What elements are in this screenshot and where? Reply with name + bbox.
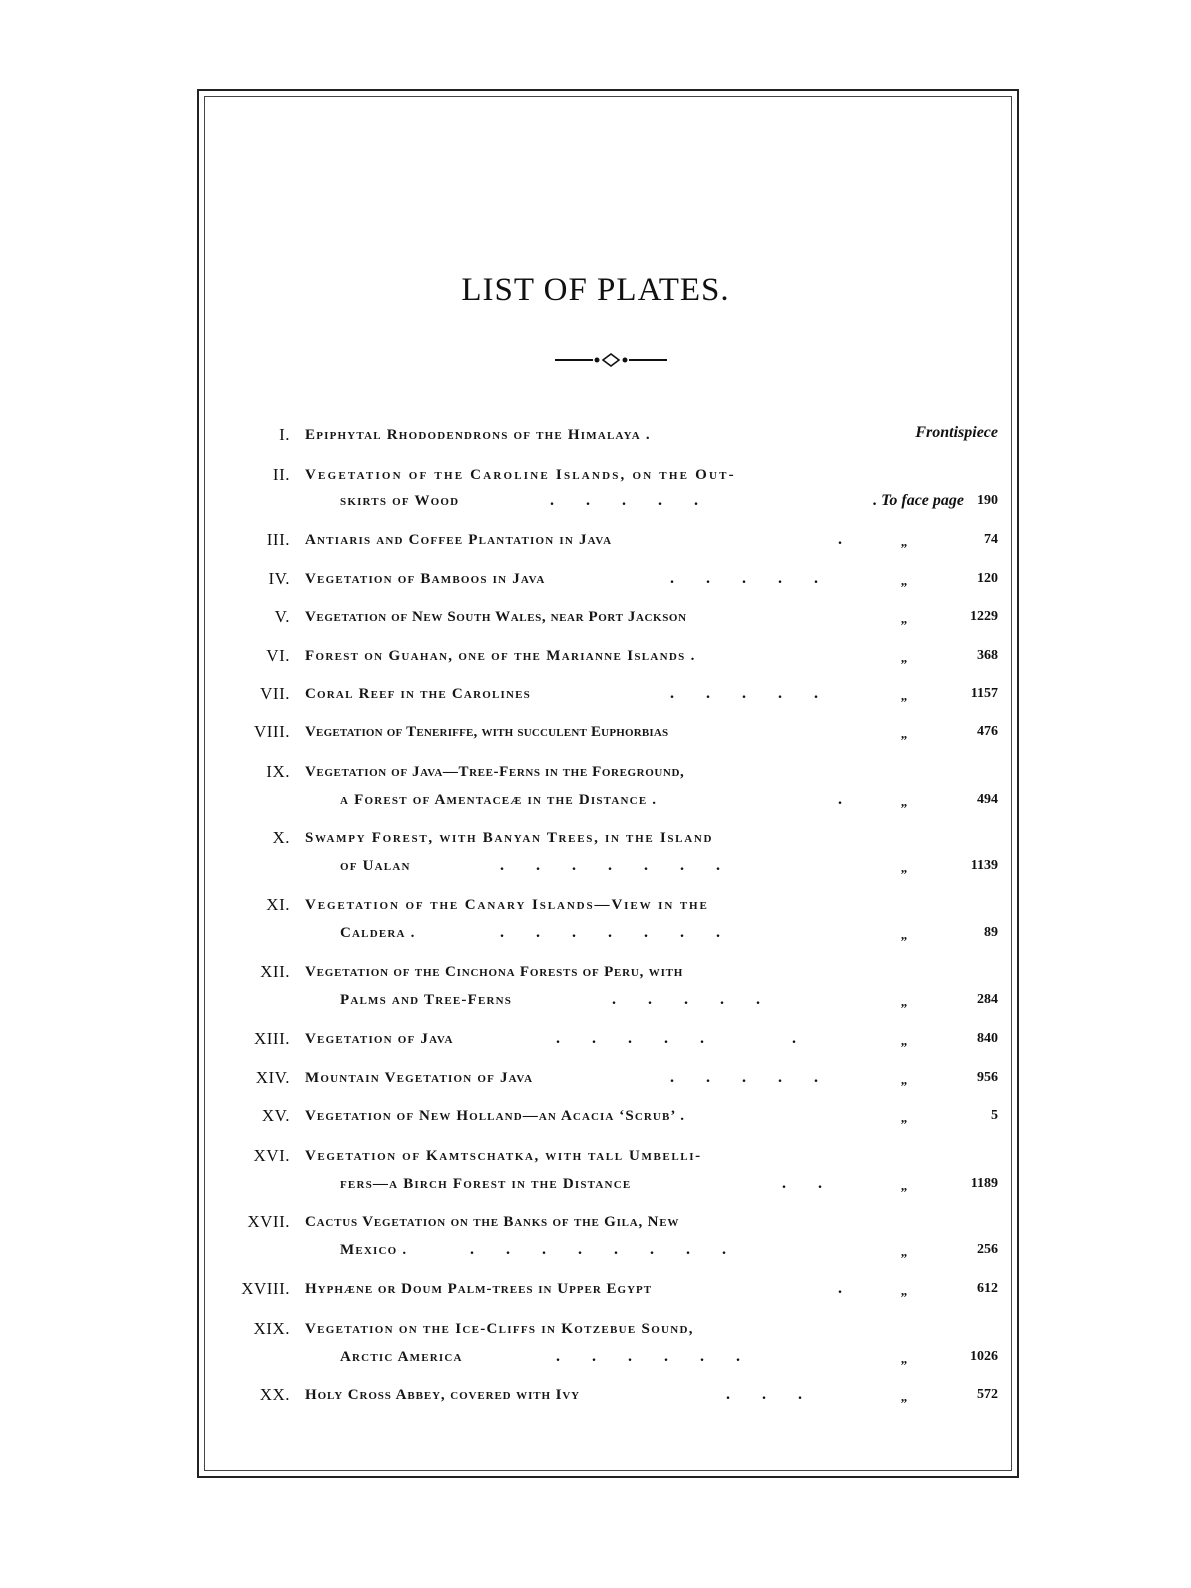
plate-numeral: VIII. [253,722,290,741]
dot-leader: . . . . . . . [500,924,720,941]
dot-leader: . . [782,1175,822,1192]
dot-leader: . . . . . [670,570,818,587]
ditto-mark: „ [900,573,908,588]
plate-title-line: Vegetation of New South Wales, near Port Jackson [305,609,687,625]
plate-title-line: Vegetation of Teneriffe, with succulent Euphorbias [305,724,669,740]
page-number: 89 [984,925,998,940]
plate-title-line: Vegetation on the Ice-Cliffs in Kotzebue Sound, [305,1321,694,1337]
dot-leader: . [838,1280,842,1297]
plate-title-line: Forest on Guahan, one of the Marianne Islands . [305,648,696,664]
ditto-mark: „ [900,1072,908,1087]
ditto-mark: „ [900,1244,908,1259]
plate-title-line: Antiaris and Coffee Plantation in Java [305,532,613,548]
plate-title-line: Mountain Vegetation of Java [305,1070,534,1086]
ditto-mark: „ [900,1389,908,1404]
page-number: 190 [977,493,998,508]
plate-numeral: XIX. [253,1319,290,1338]
page-number: 1026 [970,1349,998,1364]
ditto-mark: „ [900,1033,908,1048]
page-number: 612 [977,1281,998,1296]
plate-title-line: Swampy Forest, with Banyan Trees, in the Island [305,830,714,846]
dot-leader: . . . . . [612,991,760,1008]
page-number: 956 [977,1070,998,1085]
plate-title-line: Cactus Vegetation on the Banks of the Gila, New [305,1214,680,1230]
ditto-mark: „ [900,860,908,875]
plate-numeral: IX. [266,762,290,781]
plate-title-line: Hyphæne or Doum Palm-trees in Upper Egypt [305,1281,653,1297]
plate-title-line: skirts of Wood [340,493,460,509]
plate-numeral: XIII. [253,1029,290,1048]
plate-numeral: XIV. [255,1068,290,1087]
plate-title-line: Palms and Tree-Ferns [340,992,513,1008]
ditto-mark: „ [900,726,908,741]
page-number: 476 [977,724,998,739]
ditto-mark: „ [900,611,908,626]
dot-leader: . . . . . [670,685,818,702]
page-number: 5 [991,1108,998,1123]
plate-numeral: XII. [260,962,290,981]
plate-reference: . To face page [873,492,964,509]
dot-leader: . . . . . [550,492,698,509]
plate-title-line: Vegetation of the Canary Islands—View in the [305,897,709,913]
plate-numeral: III. [266,530,290,549]
ditto-mark: „ [900,688,908,703]
page-number: 368 [977,648,998,663]
page-title: LIST OF PLATES. [461,272,730,308]
dot-leader: . [838,791,842,808]
dot-leader: . . . . . . . . [470,1241,726,1258]
ditto-mark: „ [900,994,908,1009]
plate-numeral: V. [274,607,290,626]
plate-numeral: XVII. [247,1212,290,1231]
plate-numeral: X. [272,828,290,847]
dot-leader: . . . . . [670,1069,818,1086]
plate-title-line: Vegetation of Bamboos in Java [305,571,546,587]
page-number: 74 [984,532,998,547]
plate-numeral: XV. [261,1106,290,1125]
plate-numeral: XVI. [253,1146,290,1165]
plate-numeral: XVIII. [241,1279,290,1298]
ditto-mark: „ [900,1351,908,1366]
plate-title-line: Vegetation of New Holland—an Acacia ‘Scrub’ . [305,1108,686,1124]
plate-numeral: VI. [266,646,290,665]
ditto-mark: „ [900,1178,908,1193]
plate-numeral: XX. [259,1385,290,1404]
dot-leader: . . . . . . [556,1348,740,1365]
plate-reference: Frontispiece [915,424,998,441]
dot-leader: . [838,531,842,548]
plate-title-line: Coral Reef in the Carolines [305,686,531,702]
ditto-mark: „ [900,927,908,942]
plate-title-line: Vegetation of the Caroline Islands, on the Out- [305,467,736,483]
plate-numeral: VII. [260,684,290,703]
page-number: 840 [977,1031,998,1046]
dot-leader: . . . . . . [556,1030,796,1047]
ditto-mark: „ [900,794,908,809]
plate-title-line: of Ualan [340,858,411,874]
plate-numeral: IV. [268,569,290,588]
page-number: 284 [977,992,998,1007]
plate-numeral: I. [279,425,290,444]
plate-title-line: Vegetation of Java—Tree-Ferns in the Foreground, [305,764,685,780]
plate-title-line: Holy Cross Abbey, covered with Ivy [305,1387,581,1403]
plate-title-line: Vegetation of Kamtschatka, with tall Umbelli- [305,1148,702,1164]
ditto-mark: „ [900,1283,908,1298]
plate-title-line: Vegetation of Java [305,1031,454,1047]
plate-title-line: Arctic America [340,1349,463,1365]
page-number: 256 [977,1242,998,1257]
page-number: 1229 [970,609,998,624]
plate-title-line: Vegetation of the Cinchona Forests of Peru, with [305,964,684,980]
page-number: 572 [977,1387,998,1402]
page-number: 1139 [970,858,998,873]
dot-leader: . . . . . . . [500,857,720,874]
ditto-mark: „ [900,534,908,549]
plate-title-line: a Forest of Amentaceæ in the Distance . [340,792,658,808]
page-number: 1157 [970,686,998,701]
page-number: 120 [977,571,998,586]
plate-numeral: II. [272,465,290,484]
plate-numeral: XI. [266,895,290,914]
page-number: 1189 [970,1176,998,1191]
plate-title-line: Mexico . [340,1242,408,1258]
plate-title-line: fers—a Birch Forest in the Distance [340,1176,632,1192]
ditto-mark: „ [900,1110,908,1125]
ditto-mark: „ [900,650,908,665]
plate-title-line: Epiphytal Rhododendrons of the Himalaya . [305,427,651,443]
dot-leader: . . . [726,1386,802,1403]
plate-title-line: Caldera . [340,925,416,941]
page-number: 494 [977,792,998,807]
